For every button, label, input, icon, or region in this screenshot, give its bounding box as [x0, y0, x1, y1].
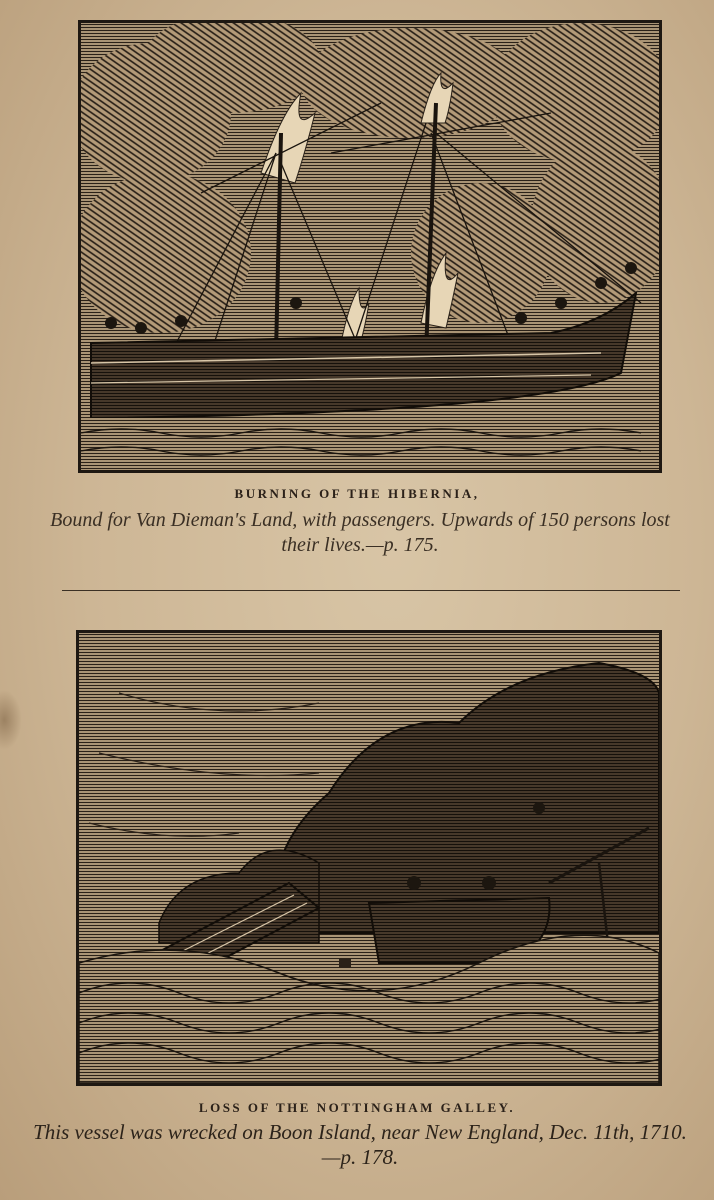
nottingham-galley-engraving [76, 630, 662, 1086]
nottingham-title: LOSS OF THE NOTTINGHAM GALLEY. [198, 1100, 516, 1115]
nottingham-caption: This vessel was wrecked on Boon Island, near New England, Dec. 11th, 1710.—p. 178. [33, 1120, 687, 1169]
page-stain [0, 690, 22, 750]
hibernia-caption: Bound for Van Dieman's Land, with passengers. Upwards of 150 persons lost their lives.—p. 175. [50, 509, 670, 556]
hibernia-engraving [78, 20, 662, 473]
hibernia-title: BURNING OF THE HIBERNIA, [234, 486, 480, 501]
section-divider [62, 590, 680, 591]
